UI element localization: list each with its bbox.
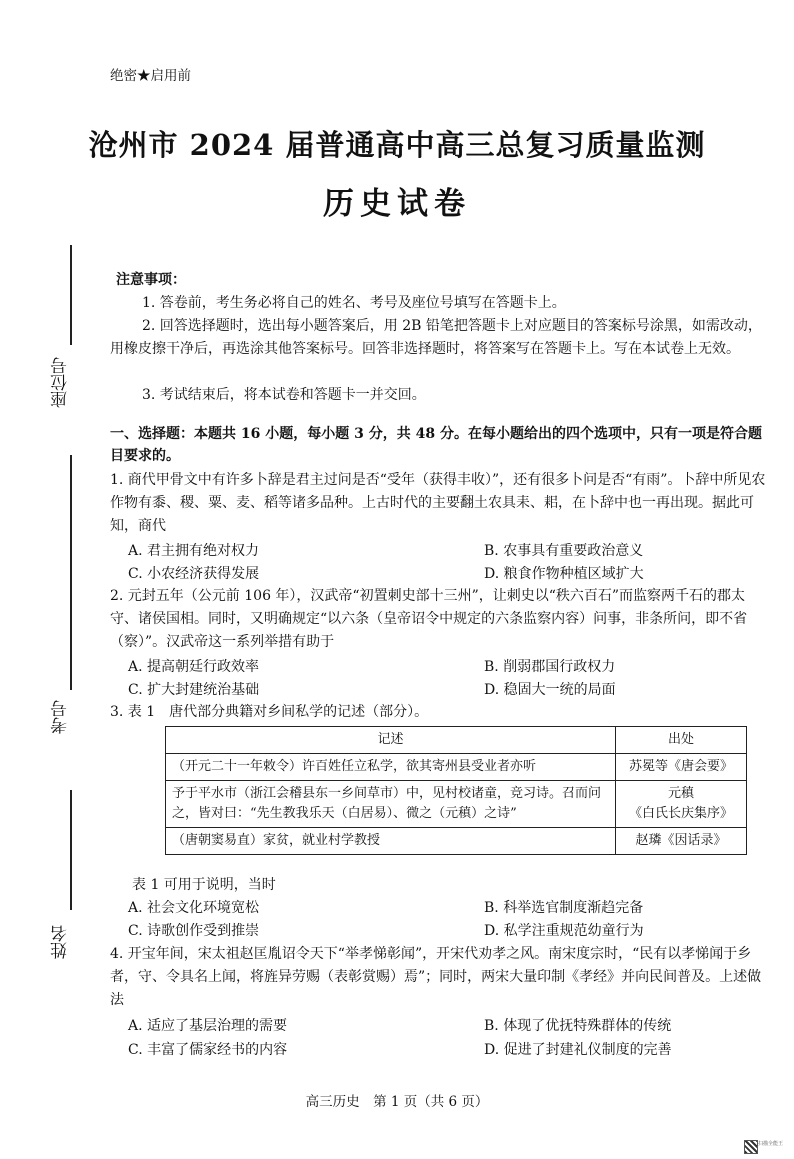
table-cell-source: 苏冕等《唐会要》 xyxy=(616,754,747,781)
notice-item: 2. 回答选择题时，选出每小题答案后，用 2B 铅笔把答题卡上对应题目的答案标号涂黑，如需改动，用橡皮擦干净后，再选涂其他答案标号。回答非选择题时，将答案写在答题卡上。写在本试卷上无效。 xyxy=(110,318,762,357)
table-cell-record: （开元二十一年敕令）许百姓任立私学，欲其寄州县受业者亦听 xyxy=(166,754,616,781)
option-a: A. 社会文化环境宽松 xyxy=(128,900,260,916)
scanner-watermark: 扫描全能王 xyxy=(758,1141,784,1147)
option-b: B. 体现了优抚特殊群体的传统 xyxy=(484,1018,672,1034)
qr-code-icon xyxy=(744,1140,758,1154)
seat-number-field xyxy=(42,245,78,435)
confidential-label: 绝密★启用前 xyxy=(110,68,191,84)
exam-subject: 历史试卷 xyxy=(323,186,471,222)
question-stem: 2. 元封五年（公元前 106 年），汉武帝“初置刺史部十三州”，让刺史以“秩六百石”而监察两千石的郡太守、诸侯国相。同时，又明确规定“以六条（皇帝诏令中规定的六条监察内容）问事，非条所问，即不省（察）”。汉武帝这一系列举措有助于 xyxy=(110,588,748,650)
table-cell-record: 予于平水市（浙江会稽县东一乡间草市）中，见村校诸童，竞习诗。召而问之，皆对曰：“先生教我乐天（白居易）、微之（元稹）之诗” xyxy=(166,781,616,828)
table-header-row xyxy=(166,727,747,754)
option-b: B. 农事具有重要政治意义 xyxy=(484,543,644,559)
table-cell-source: 元稹 《白氏长庆集序》 xyxy=(616,781,747,828)
table-header-record: 记述 xyxy=(166,727,616,754)
option-b: B. 削弱郡国行政权力 xyxy=(484,659,616,675)
option-a: A. 适应了基层治理的需要 xyxy=(128,1018,288,1034)
table-row xyxy=(166,828,747,855)
table-row xyxy=(166,781,747,828)
table-cell-source: 赵璘《因话录》 xyxy=(616,828,747,855)
option-d: D. 稳固大一统的局面 xyxy=(484,682,616,698)
exam-title: 沧州市 2024 届普通高中高三总复习质量监测 xyxy=(88,128,706,162)
table-1 xyxy=(165,726,747,855)
option-a: A. 君主拥有绝对权力 xyxy=(128,543,260,559)
seat-number-label: 座位号 xyxy=(51,357,71,408)
section-heading: 一、选择题：本题共 16 小题，每小题 3 分，共 48 分。在每小题给出的四个选项中，只有一项是符合题目要求的。 xyxy=(110,426,762,464)
table-header-source: 出处 xyxy=(616,727,747,754)
question-followup: 表 1 可用于说明，当时 xyxy=(132,877,276,893)
question-stem: 3. 表 1 唐代部分典籍对乡间私学的记述（部分）。 xyxy=(110,704,429,720)
notice-heading: 注意事项： xyxy=(116,272,186,288)
exam-number-line xyxy=(70,455,72,690)
option-c: C. 扩大封建统治基础 xyxy=(128,682,260,698)
notice-item: 3. 考试结束后，将本试卷和答题卡一并交回。 xyxy=(142,387,426,403)
option-c: C. 诗歌创作受到推崇 xyxy=(128,923,260,939)
seat-number-line xyxy=(70,245,72,345)
option-c: C. 丰富了儒家经书的内容 xyxy=(128,1042,288,1058)
exam-number-field xyxy=(42,455,78,755)
question-stem: 1. 商代甲骨文中有许多卜辞是君主过问是否“受年（获得丰收）”，还有很多卜问是否“有雨”。卜辞中所见农作物有黍、稷、粟、麦、稻等诸多品种。上古时代的主要翻土农具耒、耜，在卜辞中也一再出现。据此可知，商代 xyxy=(110,472,766,534)
table-row xyxy=(166,754,747,781)
question-stem: 4. 开宝年间，宋太祖赵匡胤诏令天下“举孝悌彰闻”，开宋代劝孝之风。南宋度宗时，“民有以孝悌闻于乡者，守、令具名上闻，将旌异劳赐（表彰赏赐）焉”；同时，两宋大量印制《孝经》并向民间普及。上述做法 xyxy=(110,946,762,1008)
option-d: D. 私学注重规范幼童行为 xyxy=(484,923,644,939)
option-a: A. 提高朝廷行政效率 xyxy=(128,659,260,675)
option-b: B. 科举选官制度渐趋完备 xyxy=(484,900,644,916)
notice-item: 1. 答卷前，考生务必将自己的姓名、考号及座位号填写在答题卡上。 xyxy=(142,295,566,311)
name-field xyxy=(42,790,78,980)
exam-number-label: 考号 xyxy=(51,700,71,734)
page-footer: 高三历史 第 1 页（共 6 页） xyxy=(305,1094,489,1110)
name-label: 姓名 xyxy=(51,925,71,959)
option-d: D. 粮食作物种植区域扩大 xyxy=(484,566,644,582)
name-line xyxy=(70,790,72,910)
option-d: D. 促进了封建礼仪制度的完善 xyxy=(484,1042,672,1058)
table-cell-record: （唐朝窦易直）家贫，就业村学教授 xyxy=(166,828,616,855)
option-c: C. 小农经济获得发展 xyxy=(128,566,260,582)
